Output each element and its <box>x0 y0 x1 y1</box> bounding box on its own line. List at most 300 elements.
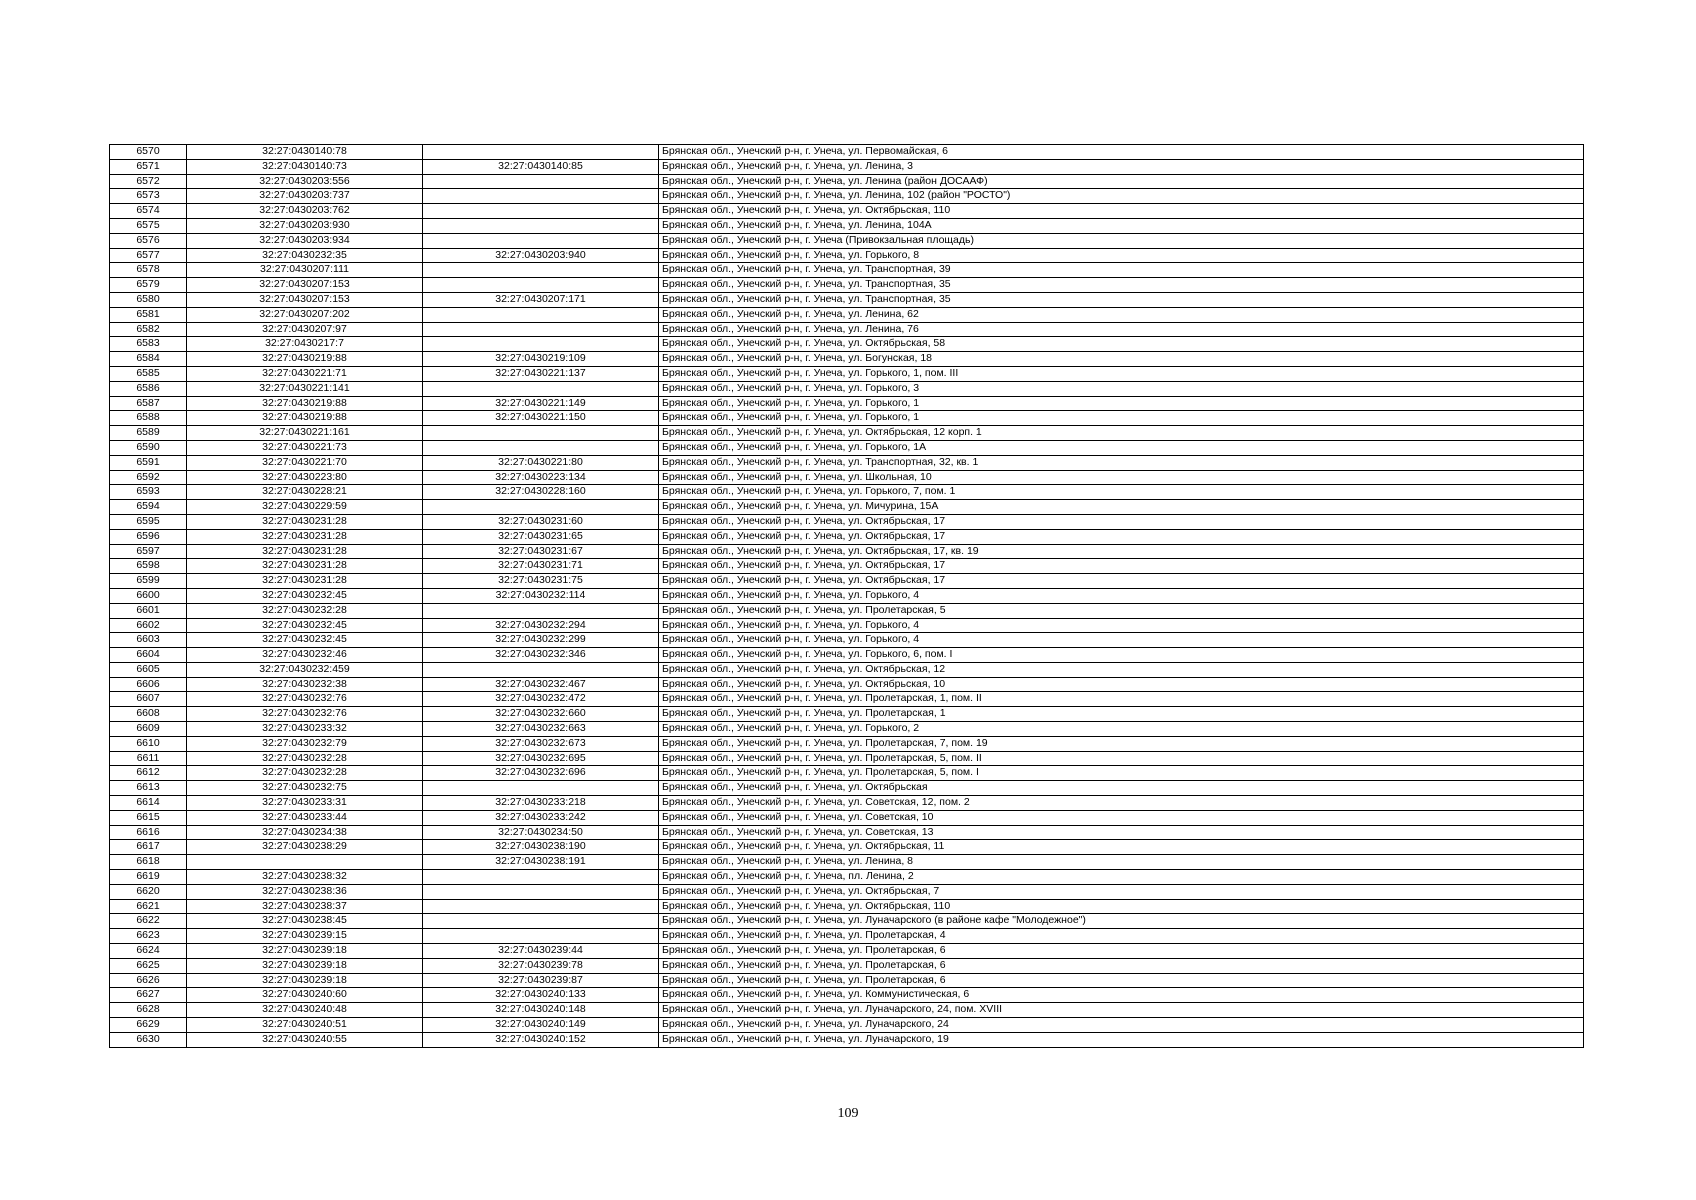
table-row <box>110 574 1584 589</box>
row-number-cell: 6578 <box>110 263 187 278</box>
row-number-cell: 6623 <box>110 929 187 944</box>
row-number-cell: 6590 <box>110 440 187 455</box>
table-row <box>110 766 1584 781</box>
row-number-cell: 6611 <box>110 751 187 766</box>
table-row <box>110 263 1584 278</box>
cadastral-number-cell: 32:27:0430219:88 <box>187 396 423 411</box>
cadastral-number-cell: 32:27:0430203:930 <box>187 218 423 233</box>
related-cadastral-number-cell: 32:27:0430238:190 <box>423 840 659 855</box>
related-cadastral-number-cell <box>423 440 659 455</box>
table-row <box>110 796 1584 811</box>
address-cell: Брянская обл., Унечский р-н, г. Унеча, ул. Луначарского, 24, пом. XVIII <box>659 1003 1584 1018</box>
row-number-cell: 6570 <box>110 145 187 160</box>
address-cell: Брянская обл., Унечский р-н, г. Унеча, ул. Октябрьская, 110 <box>659 204 1584 219</box>
table-row <box>110 159 1584 174</box>
table-row <box>110 914 1584 929</box>
row-number-cell: 6587 <box>110 396 187 411</box>
related-cadastral-number-cell: 32:27:0430231:65 <box>423 529 659 544</box>
address-cell: Брянская обл., Унечский р-н, г. Унеча, ул. Пролетарская, 4 <box>659 929 1584 944</box>
row-number-cell: 6612 <box>110 766 187 781</box>
row-number-cell: 6613 <box>110 781 187 796</box>
address-cell: Брянская обл., Унечский р-н, г. Унеча, ул. Мичурина, 15А <box>659 500 1584 515</box>
table-row <box>110 381 1584 396</box>
row-number-cell: 6615 <box>110 810 187 825</box>
table-row <box>110 366 1584 381</box>
related-cadastral-number-cell <box>423 500 659 515</box>
related-cadastral-number-cell: 32:27:0430223:134 <box>423 470 659 485</box>
address-cell: Брянская обл., Унечский р-н, г. Унеча, ул. Горького, 4 <box>659 618 1584 633</box>
address-cell: Брянская обл., Унечский р-н, г. Унеча, ул. Октябрьская, 10 <box>659 677 1584 692</box>
row-number-cell: 6591 <box>110 455 187 470</box>
cadastral-number-cell: 32:27:0430232:28 <box>187 751 423 766</box>
related-cadastral-number-cell: 32:27:0430232:673 <box>423 736 659 751</box>
row-number-cell: 6577 <box>110 248 187 263</box>
cadastral-number-cell: 32:27:0430232:45 <box>187 618 423 633</box>
related-cadastral-number-cell: 32:27:0430240:149 <box>423 1018 659 1033</box>
row-number-cell: 6604 <box>110 648 187 663</box>
cadastral-number-cell: 32:27:0430229:59 <box>187 500 423 515</box>
table-row <box>110 455 1584 470</box>
cadastral-number-cell: 32:27:0430203:934 <box>187 233 423 248</box>
address-cell: Брянская обл., Унечский р-н, г. Унеча, ул. Пролетарская, 7, пом. 19 <box>659 736 1584 751</box>
cadastral-number-cell: 32:27:0430207:153 <box>187 292 423 307</box>
row-number-cell: 6622 <box>110 914 187 929</box>
cadastral-number-cell: 32:27:0430203:762 <box>187 204 423 219</box>
cadastral-number-cell: 32:27:0430232:35 <box>187 248 423 263</box>
table-row <box>110 307 1584 322</box>
cadastral-number-cell: 32:27:0430238:32 <box>187 870 423 885</box>
related-cadastral-number-cell: 32:27:0430233:242 <box>423 810 659 825</box>
address-cell: Брянская обл., Унечский р-н, г. Унеча, ул. Горького, 3 <box>659 381 1584 396</box>
address-cell: Брянская обл., Унечский р-н, г. Унеча, ул. Горького, 6, пом. I <box>659 648 1584 663</box>
row-number-cell: 6624 <box>110 944 187 959</box>
address-cell: Брянская обл., Унечский р-н, г. Унеча, ул. Октябрьская, 17 <box>659 559 1584 574</box>
address-cell: Брянская обл., Унечский р-н, г. Унеча, ул. Ленина, 62 <box>659 307 1584 322</box>
cadastral-number-cell: 32:27:0430238:29 <box>187 840 423 855</box>
cadastral-number-cell: 32:27:0430232:38 <box>187 677 423 692</box>
row-number-cell: 6601 <box>110 603 187 618</box>
related-cadastral-number-cell <box>423 145 659 160</box>
cadastral-number-cell: 32:27:0430233:44 <box>187 810 423 825</box>
address-cell: Брянская обл., Унечский р-н, г. Унеча, ул. Горького, 1А <box>659 440 1584 455</box>
cadastral-number-cell: 32:27:0430203:556 <box>187 174 423 189</box>
related-cadastral-number-cell: 32:27:0430234:50 <box>423 825 659 840</box>
row-number-cell: 6620 <box>110 884 187 899</box>
row-number-cell: 6629 <box>110 1018 187 1033</box>
address-cell: Брянская обл., Унечский р-н, г. Унеча, ул. Луначарского, 24 <box>659 1018 1584 1033</box>
address-cell: Брянская обл., Унечский р-н, г. Унеча, ул. Транспортная, 35 <box>659 278 1584 293</box>
address-cell: Брянская обл., Унечский р-н, г. Унеча, ул. Октябрьская, 58 <box>659 337 1584 352</box>
related-cadastral-number-cell: 32:27:0430233:218 <box>423 796 659 811</box>
address-cell: Брянская обл., Унечский р-н, г. Унеча, ул. Октябрьская, 12 корп. 1 <box>659 426 1584 441</box>
address-cell: Брянская обл., Унечский р-н, г. Унеча, ул. Пролетарская, 6 <box>659 944 1584 959</box>
register-table <box>109 144 1584 1048</box>
cadastral-number-cell: 32:27:0430221:161 <box>187 426 423 441</box>
row-number-cell: 6605 <box>110 662 187 677</box>
address-cell: Брянская обл., Унечский р-н, г. Унеча, ул. Первомайская, 6 <box>659 145 1584 160</box>
address-cell: Брянская обл., Унечский р-н, г. Унеча (Привокзальная площадь) <box>659 233 1584 248</box>
related-cadastral-number-cell: 32:27:0430232:696 <box>423 766 659 781</box>
cadastral-number-cell: 32:27:0430207:111 <box>187 263 423 278</box>
related-cadastral-number-cell: 32:27:0430240:148 <box>423 1003 659 1018</box>
related-cadastral-number-cell <box>423 929 659 944</box>
cadastral-number-cell: 32:27:0430240:51 <box>187 1018 423 1033</box>
related-cadastral-number-cell <box>423 603 659 618</box>
address-cell: Брянская обл., Унечский р-н, г. Унеча, ул. Горького, 1 <box>659 396 1584 411</box>
related-cadastral-number-cell <box>423 204 659 219</box>
related-cadastral-number-cell: 32:27:0430221:137 <box>423 366 659 381</box>
table-row <box>110 988 1584 1003</box>
address-cell: Брянская обл., Унечский р-н, г. Унеча, ул. Пролетарская, 5, пом. I <box>659 766 1584 781</box>
row-number-cell: 6588 <box>110 411 187 426</box>
table-row <box>110 929 1584 944</box>
table-row <box>110 174 1584 189</box>
row-number-cell: 6621 <box>110 899 187 914</box>
row-number-cell: 6599 <box>110 574 187 589</box>
table-row <box>110 544 1584 559</box>
related-cadastral-number-cell <box>423 189 659 204</box>
row-number-cell: 6610 <box>110 736 187 751</box>
cadastral-number-cell: 32:27:0430240:55 <box>187 1032 423 1047</box>
table-row <box>110 337 1584 352</box>
cadastral-number-cell: 32:27:0430228:21 <box>187 485 423 500</box>
related-cadastral-number-cell <box>423 662 659 677</box>
address-cell: Брянская обл., Унечский р-н, г. Унеча, ул. Ленина, 76 <box>659 322 1584 337</box>
address-cell: Брянская обл., Унечский р-н, г. Унеча, ул. Ленина, 104А <box>659 218 1584 233</box>
cadastral-number-cell: 32:27:0430203:737 <box>187 189 423 204</box>
cadastral-number-cell: 32:27:0430239:18 <box>187 958 423 973</box>
row-number-cell: 6586 <box>110 381 187 396</box>
cadastral-number-cell: 32:27:0430219:88 <box>187 352 423 367</box>
cadastral-number-cell: 32:27:0430239:15 <box>187 929 423 944</box>
related-cadastral-number-cell <box>423 870 659 885</box>
address-cell: Брянская обл., Унечский р-н, г. Унеча, ул. Пролетарская, 6 <box>659 973 1584 988</box>
row-number-cell: 6607 <box>110 692 187 707</box>
related-cadastral-number-cell: 32:27:0430203:940 <box>423 248 659 263</box>
related-cadastral-number-cell: 32:27:0430240:152 <box>423 1032 659 1047</box>
register-table-body <box>110 145 1584 1048</box>
row-number-cell: 6571 <box>110 159 187 174</box>
table-row <box>110 248 1584 263</box>
table-row <box>110 352 1584 367</box>
cadastral-number-cell: 32:27:0430232:459 <box>187 662 423 677</box>
related-cadastral-number-cell: 32:27:0430221:149 <box>423 396 659 411</box>
table-row <box>110 781 1584 796</box>
address-cell: Брянская обл., Унечский р-н, г. Унеча, ул. Коммунистическая, 6 <box>659 988 1584 1003</box>
address-cell: Брянская обл., Унечский р-н, г. Унеча, ул. Советская, 12, пом. 2 <box>659 796 1584 811</box>
table-row <box>110 278 1584 293</box>
cadastral-number-cell: 32:27:0430240:48 <box>187 1003 423 1018</box>
row-number-cell: 6627 <box>110 988 187 1003</box>
table-row <box>110 588 1584 603</box>
cadastral-number-cell: 32:27:0430239:18 <box>187 944 423 959</box>
address-cell: Брянская обл., Унечский р-н, г. Унеча, ул. Октябрьская, 7 <box>659 884 1584 899</box>
row-number-cell: 6614 <box>110 796 187 811</box>
table-row <box>110 603 1584 618</box>
row-number-cell: 6594 <box>110 500 187 515</box>
table-row <box>110 855 1584 870</box>
cadastral-number-cell: 32:27:0430207:97 <box>187 322 423 337</box>
address-cell: Брянская обл., Унечский р-н, г. Унеча, ул. Пролетарская, 5 <box>659 603 1584 618</box>
table-row <box>110 440 1584 455</box>
cadastral-number-cell: 32:27:0430221:73 <box>187 440 423 455</box>
address-cell: Брянская обл., Унечский р-н, г. Унеча, ул. Горького, 7, пом. 1 <box>659 485 1584 500</box>
table-row <box>110 648 1584 663</box>
related-cadastral-number-cell: 32:27:0430239:78 <box>423 958 659 973</box>
row-number-cell: 6589 <box>110 426 187 441</box>
related-cadastral-number-cell: 32:27:0430239:87 <box>423 973 659 988</box>
address-cell: Брянская обл., Унечский р-н, г. Унеча, ул. Транспортная, 35 <box>659 292 1584 307</box>
address-cell: Брянская обл., Унечский р-н, г. Унеча, ул. Горького, 4 <box>659 633 1584 648</box>
address-cell: Брянская обл., Унечский р-н, г. Унеча, ул. Горького, 8 <box>659 248 1584 263</box>
row-number-cell: 6595 <box>110 514 187 529</box>
cadastral-number-cell <box>187 855 423 870</box>
address-cell: Брянская обл., Унечский р-н, г. Унеча, ул. Октябрьская, 17 <box>659 574 1584 589</box>
related-cadastral-number-cell <box>423 426 659 441</box>
row-number-cell: 6579 <box>110 278 187 293</box>
related-cadastral-number-cell <box>423 263 659 278</box>
related-cadastral-number-cell: 32:27:0430232:467 <box>423 677 659 692</box>
row-number-cell: 6593 <box>110 485 187 500</box>
table-row <box>110 559 1584 574</box>
table-row <box>110 707 1584 722</box>
related-cadastral-number-cell: 32:27:0430231:75 <box>423 574 659 589</box>
table-row <box>110 1003 1584 1018</box>
related-cadastral-number-cell: 32:27:0430231:67 <box>423 544 659 559</box>
cadastral-number-cell: 32:27:0430232:28 <box>187 603 423 618</box>
related-cadastral-number-cell: 32:27:0430219:109 <box>423 352 659 367</box>
row-number-cell: 6576 <box>110 233 187 248</box>
row-number-cell: 6618 <box>110 855 187 870</box>
row-number-cell: 6582 <box>110 322 187 337</box>
table-row <box>110 1018 1584 1033</box>
cadastral-number-cell: 32:27:0430140:73 <box>187 159 423 174</box>
cadastral-number-cell: 32:27:0430223:80 <box>187 470 423 485</box>
table-row <box>110 677 1584 692</box>
related-cadastral-number-cell <box>423 381 659 396</box>
cadastral-number-cell: 32:27:0430232:46 <box>187 648 423 663</box>
cadastral-number-cell: 32:27:0430238:36 <box>187 884 423 899</box>
cadastral-number-cell: 32:27:0430217:7 <box>187 337 423 352</box>
table-row <box>110 840 1584 855</box>
address-cell: Брянская обл., Унечский р-н, г. Унеча, ул. Горького, 2 <box>659 722 1584 737</box>
row-number-cell: 6573 <box>110 189 187 204</box>
related-cadastral-number-cell <box>423 337 659 352</box>
table-row <box>110 411 1584 426</box>
cadastral-number-cell: 32:27:0430232:45 <box>187 588 423 603</box>
cadastral-number-cell: 32:27:0430221:71 <box>187 366 423 381</box>
cadastral-number-cell: 32:27:0430232:28 <box>187 766 423 781</box>
table-row <box>110 189 1584 204</box>
related-cadastral-number-cell: 32:27:0430221:80 <box>423 455 659 470</box>
address-cell: Брянская обл., Унечский р-н, г. Унеча, ул. Пролетарская, 5, пом. II <box>659 751 1584 766</box>
related-cadastral-number-cell: 32:27:0430231:60 <box>423 514 659 529</box>
address-cell: Брянская обл., Унечский р-н, г. Унеча, ул. Октябрьская, 11 <box>659 840 1584 855</box>
table-row <box>110 514 1584 529</box>
table-row <box>110 884 1584 899</box>
address-cell: Брянская обл., Унечский р-н, г. Унеча, ул. Школьная, 10 <box>659 470 1584 485</box>
address-cell: Брянская обл., Унечский р-н, г. Унеча, ул. Богунская, 18 <box>659 352 1584 367</box>
row-number-cell: 6597 <box>110 544 187 559</box>
page-number: 109 <box>837 1106 859 1121</box>
table-row <box>110 204 1584 219</box>
related-cadastral-number-cell: 32:27:0430232:660 <box>423 707 659 722</box>
cadastral-number-cell: 32:27:0430231:28 <box>187 514 423 529</box>
cadastral-number-cell: 32:27:0430232:79 <box>187 736 423 751</box>
cadastral-number-cell: 32:27:0430234:38 <box>187 825 423 840</box>
address-cell: Брянская обл., Унечский р-н, г. Унеча, ул. Октябрьская, 17 <box>659 514 1584 529</box>
cadastral-number-cell: 32:27:0430240:60 <box>187 988 423 1003</box>
address-cell: Брянская обл., Унечский р-н, г. Унеча, ул. Ленина (район ДОСААФ) <box>659 174 1584 189</box>
row-number-cell: 6630 <box>110 1032 187 1047</box>
table-row <box>110 899 1584 914</box>
address-cell: Брянская обл., Унечский р-н, г. Унеча, ул. Октябрьская, 17, кв. 19 <box>659 544 1584 559</box>
related-cadastral-number-cell <box>423 233 659 248</box>
row-number-cell: 6606 <box>110 677 187 692</box>
table-row <box>110 944 1584 959</box>
related-cadastral-number-cell: 32:27:0430232:663 <box>423 722 659 737</box>
address-cell: Брянская обл., Унечский р-н, г. Унеча, ул. Пролетарская, 6 <box>659 958 1584 973</box>
table-row <box>110 233 1584 248</box>
row-number-cell: 6600 <box>110 588 187 603</box>
table-row <box>110 470 1584 485</box>
table-row <box>110 958 1584 973</box>
table-row <box>110 825 1584 840</box>
address-cell: Брянская обл., Унечский р-н, г. Унеча, ул. Горького, 1, пом. III <box>659 366 1584 381</box>
table-row <box>110 751 1584 766</box>
table-row <box>110 145 1584 160</box>
cadastral-number-cell: 32:27:0430232:76 <box>187 692 423 707</box>
related-cadastral-number-cell: 32:27:0430207:171 <box>423 292 659 307</box>
address-cell: Брянская обл., Унечский р-н, г. Унеча, ул. Пролетарская, 1, пом. II <box>659 692 1584 707</box>
related-cadastral-number-cell: 32:27:0430232:695 <box>423 751 659 766</box>
related-cadastral-number-cell <box>423 914 659 929</box>
row-number-cell: 6598 <box>110 559 187 574</box>
cadastral-number-cell: 32:27:0430232:76 <box>187 707 423 722</box>
related-cadastral-number-cell <box>423 218 659 233</box>
address-cell: Брянская обл., Унечский р-н, г. Унеча, ул. Советская, 13 <box>659 825 1584 840</box>
table-row <box>110 292 1584 307</box>
row-number-cell: 6626 <box>110 973 187 988</box>
row-number-cell: 6585 <box>110 366 187 381</box>
table-row <box>110 485 1584 500</box>
address-cell: Брянская обл., Унечский р-н, г. Унеча, ул. Ленина, 102 (район "РОСТО") <box>659 189 1584 204</box>
table-row <box>110 810 1584 825</box>
row-number-cell: 6583 <box>110 337 187 352</box>
cadastral-number-cell: 32:27:0430140:78 <box>187 145 423 160</box>
related-cadastral-number-cell: 32:27:0430140:85 <box>423 159 659 174</box>
cadastral-number-cell: 32:27:0430231:28 <box>187 529 423 544</box>
cadastral-number-cell: 32:27:0430221:70 <box>187 455 423 470</box>
address-cell: Брянская обл., Унечский р-н, г. Унеча, ул. Октябрьская, 12 <box>659 662 1584 677</box>
address-cell: Брянская обл., Унечский р-н, г. Унеча, ул. Октябрьская, 17 <box>659 529 1584 544</box>
related-cadastral-number-cell: 32:27:0430240:133 <box>423 988 659 1003</box>
related-cadastral-number-cell: 32:27:0430232:294 <box>423 618 659 633</box>
cadastral-number-cell: 32:27:0430233:32 <box>187 722 423 737</box>
cadastral-number-cell: 32:27:0430238:37 <box>187 899 423 914</box>
row-number-cell: 6619 <box>110 870 187 885</box>
table-row <box>110 736 1584 751</box>
table-row <box>110 662 1584 677</box>
table-row <box>110 618 1584 633</box>
address-cell: Брянская обл., Унечский р-н, г. Унеча, ул. Ленина, 3 <box>659 159 1584 174</box>
cadastral-number-cell: 32:27:0430232:75 <box>187 781 423 796</box>
cadastral-number-cell: 32:27:0430231:28 <box>187 544 423 559</box>
table-row <box>110 973 1584 988</box>
address-cell: Брянская обл., Унечский р-н, г. Унеча, ул. Пролетарская, 1 <box>659 707 1584 722</box>
row-number-cell: 6625 <box>110 958 187 973</box>
row-number-cell: 6596 <box>110 529 187 544</box>
address-cell: Брянская обл., Унечский р-н, г. Унеча, ул. Октябрьская, 110 <box>659 899 1584 914</box>
address-cell: Брянская обл., Унечский р-н, г. Унеча, ул. Горького, 4 <box>659 588 1584 603</box>
table-row <box>110 218 1584 233</box>
row-number-cell: 6616 <box>110 825 187 840</box>
table-row <box>110 1032 1584 1047</box>
row-number-cell: 6617 <box>110 840 187 855</box>
related-cadastral-number-cell: 32:27:0430228:160 <box>423 485 659 500</box>
related-cadastral-number-cell <box>423 322 659 337</box>
related-cadastral-number-cell: 32:27:0430238:191 <box>423 855 659 870</box>
cadastral-number-cell: 32:27:0430238:45 <box>187 914 423 929</box>
cadastral-number-cell: 32:27:0430239:18 <box>187 973 423 988</box>
table-row <box>110 500 1584 515</box>
related-cadastral-number-cell: 32:27:0430232:299 <box>423 633 659 648</box>
address-cell: Брянская обл., Унечский р-н, г. Унеча, ул. Транспортная, 32, кв. 1 <box>659 455 1584 470</box>
cadastral-number-cell: 32:27:0430233:31 <box>187 796 423 811</box>
cadastral-number-cell: 32:27:0430231:28 <box>187 574 423 589</box>
related-cadastral-number-cell: 32:27:0430239:44 <box>423 944 659 959</box>
row-number-cell: 6575 <box>110 218 187 233</box>
row-number-cell: 6628 <box>110 1003 187 1018</box>
table-row <box>110 633 1584 648</box>
row-number-cell: 6581 <box>110 307 187 322</box>
related-cadastral-number-cell: 32:27:0430232:472 <box>423 692 659 707</box>
related-cadastral-number-cell <box>423 307 659 322</box>
cadastral-number-cell: 32:27:0430231:28 <box>187 559 423 574</box>
row-number-cell: 6603 <box>110 633 187 648</box>
row-number-cell: 6608 <box>110 707 187 722</box>
related-cadastral-number-cell: 32:27:0430232:346 <box>423 648 659 663</box>
related-cadastral-number-cell <box>423 884 659 899</box>
address-cell: Брянская обл., Унечский р-н, г. Унеча, ул. Луначарского, 19 <box>659 1032 1584 1047</box>
row-number-cell: 6602 <box>110 618 187 633</box>
table-row <box>110 722 1584 737</box>
related-cadastral-number-cell <box>423 174 659 189</box>
row-number-cell: 6572 <box>110 174 187 189</box>
cadastral-number-cell: 32:27:0430207:153 <box>187 278 423 293</box>
table-row <box>110 692 1584 707</box>
table-row <box>110 426 1584 441</box>
address-cell: Брянская обл., Унечский р-н, г. Унеча, ул. Октябрьская <box>659 781 1584 796</box>
cadastral-number-cell: 32:27:0430219:88 <box>187 411 423 426</box>
cadastral-number-cell: 32:27:0430207:202 <box>187 307 423 322</box>
row-number-cell: 6609 <box>110 722 187 737</box>
address-cell: Брянская обл., Унечский р-н, г. Унеча, ул. Горького, 1 <box>659 411 1584 426</box>
table-row <box>110 396 1584 411</box>
related-cadastral-number-cell <box>423 781 659 796</box>
related-cadastral-number-cell <box>423 899 659 914</box>
address-cell: Брянская обл., Унечский р-н, г. Унеча, ул. Луначарского (в районе кафе "Молодежное") <box>659 914 1584 929</box>
related-cadastral-number-cell: 32:27:0430221:150 <box>423 411 659 426</box>
row-number-cell: 6584 <box>110 352 187 367</box>
related-cadastral-number-cell <box>423 278 659 293</box>
cadastral-number-cell: 32:27:0430232:45 <box>187 633 423 648</box>
row-number-cell: 6574 <box>110 204 187 219</box>
row-number-cell: 6580 <box>110 292 187 307</box>
cadastral-number-cell: 32:27:0430221:141 <box>187 381 423 396</box>
related-cadastral-number-cell: 32:27:0430232:114 <box>423 588 659 603</box>
table-row <box>110 322 1584 337</box>
